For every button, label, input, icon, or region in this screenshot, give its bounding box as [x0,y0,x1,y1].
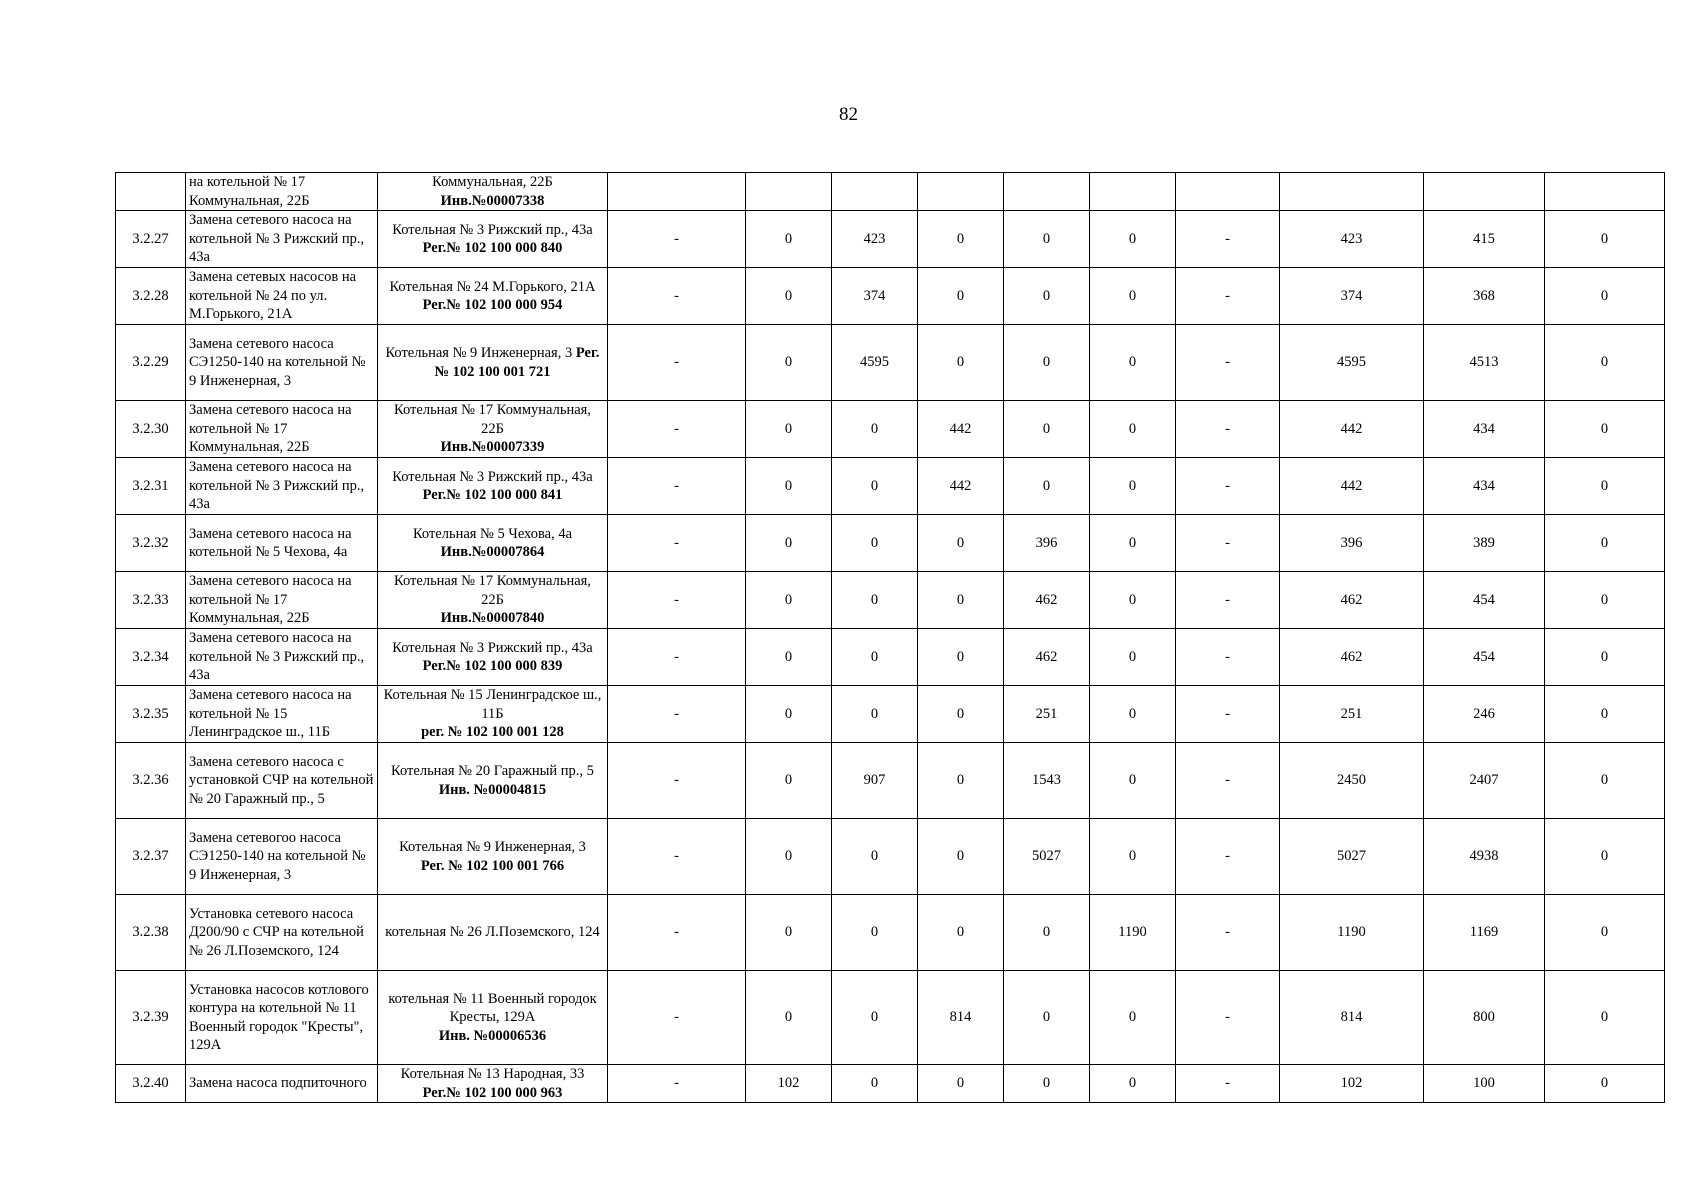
value-cell: 0 [832,458,918,515]
value-cell: 415 [1424,211,1545,268]
value-cell: 396 [1004,515,1090,572]
value-cell: - [608,515,746,572]
value-cell: 0 [1004,325,1090,401]
registration-number: Рег.№ 102 100 000 839 [422,658,563,674]
value-cell: 0 [1090,743,1176,819]
value-cell: 102 [1280,1065,1424,1103]
value-cell: 0 [832,1065,918,1103]
value-cell: 814 [918,971,1004,1065]
value-cell [1176,173,1280,211]
value-cell: 0 [1545,515,1665,572]
location-text: Котельная № 9 Инженерная, 3 [399,839,586,855]
value-cell: 0 [1545,325,1665,401]
value-cell: 0 [1004,211,1090,268]
value-cell [1424,173,1545,211]
measure-name: Замена сетевого насоса на котельной № 5 Чехова, 4а [186,515,378,572]
value-cell: 0 [918,1065,1004,1103]
value-cell: 0 [1545,819,1665,895]
registration-number: Инв. №00006536 [438,1027,547,1044]
value-cell: 0 [918,895,1004,971]
value-cell: - [608,401,746,458]
value-cell: - [608,268,746,325]
measure-name: Установка сетевого насоса Д200/90 с СЧР на котельной № 26 Л.Поземского, 124 [186,895,378,971]
value-cell: - [1176,743,1280,819]
value-cell: 246 [1424,686,1545,743]
value-cell: 0 [1545,895,1665,971]
table-row [116,629,1665,686]
measure-name: Замена сетевогоо насоса СЭ1250-140 на котельной № 9 Инженерная, 3 [186,819,378,895]
value-cell: 0 [1004,1065,1090,1103]
value-cell: 0 [746,211,832,268]
value-cell: 102 [746,1065,832,1103]
value-cell: 442 [918,401,1004,458]
value-cell: 434 [1424,401,1545,458]
value-cell: 0 [746,458,832,515]
value-cell: - [1176,686,1280,743]
measure-name: Замена сетевого насоса на котельной № 17 Коммунальная, 22Б [186,401,378,458]
measure-name: Замена сетевого насоса с установкой СЧР на котельной № 20 Гаражный пр., 5 [186,743,378,819]
table-row [116,211,1665,268]
value-cell: 442 [918,458,1004,515]
location-text: Котельная № 13 Народная, 33 [400,1066,585,1082]
value-cell: - [1176,572,1280,629]
value-cell: 0 [1004,895,1090,971]
value-cell: 100 [1424,1065,1545,1103]
value-cell: 0 [746,515,832,572]
table-row [116,971,1665,1065]
measure-name: Замена сетевого насоса на котельной № 3 Рижский пр., 43а [186,629,378,686]
value-cell: 434 [1424,458,1545,515]
row-number: 3.2.32 [116,515,186,572]
object-location [378,268,608,325]
object-location [378,211,608,268]
value-cell: 0 [918,325,1004,401]
value-cell: 0 [1090,819,1176,895]
value-cell: - [608,629,746,686]
row-number: 3.2.39 [116,971,186,1065]
registration-number: Инв.№00007339 [440,439,545,456]
row-number: 3.2.29 [116,325,186,401]
page-number: 82 [839,104,858,125]
value-cell: 0 [1545,629,1665,686]
registration-number: рег. № 102 100 001 128 [421,724,564,741]
location-text: Котельная № 17 Коммунальная, 22Б [394,402,591,437]
value-cell: 0 [832,686,918,743]
value-cell: 454 [1424,572,1545,629]
value-cell: 0 [1090,572,1176,629]
value-cell: 0 [832,819,918,895]
value-cell: - [608,325,746,401]
value-cell: 423 [832,211,918,268]
object-location [378,819,608,895]
table-row [116,173,1665,211]
value-cell: - [1176,1065,1280,1103]
object-location [378,325,608,401]
value-cell: 374 [1280,268,1424,325]
registration-number: Рег.№ 102 100 000 840 [422,240,563,256]
value-cell: 389 [1424,515,1545,572]
measure-name: Замена сетевого насоса на котельной № 15 Ленинградское ш., 11Б [186,686,378,743]
location-text: котельная № 11 Военный городок Кресты, 129А [388,990,597,1026]
value-cell: 0 [918,211,1004,268]
value-cell: 4513 [1424,325,1545,401]
table-row [116,325,1665,401]
location-text: Котельная № 9 Инженерная, 3 [385,345,573,361]
value-cell: 1190 [1280,895,1424,971]
location-text: Котельная № 15 Ленинградское ш., 11Б [383,687,602,722]
value-cell: 2407 [1424,743,1545,819]
row-number: 3.2.30 [116,401,186,458]
value-cell [1090,173,1176,211]
registration-number: Рег. № 102 100 001 766 [420,857,565,874]
registration-number: Рег. № 102 100 001 721 [434,345,600,380]
value-cell: 0 [1545,971,1665,1065]
row-number: 3.2.35 [116,686,186,743]
measure-name: Установка насосов котлового контура на котельной № 11 Военный городок "Кресты", 129А [186,971,378,1065]
value-cell: - [608,895,746,971]
value-cell: 0 [1545,572,1665,629]
value-cell: 0 [746,629,832,686]
value-cell: 800 [1424,971,1545,1065]
value-cell: 1169 [1424,895,1545,971]
row-number: 3.2.33 [116,572,186,629]
location-text: Коммунальная, 22Б [432,174,553,190]
value-cell: 442 [1280,458,1424,515]
value-cell: 0 [1090,211,1176,268]
object-location [378,458,608,515]
value-cell: 5027 [1280,819,1424,895]
value-cell: 462 [1280,572,1424,629]
value-cell: 0 [1004,971,1090,1065]
value-cell: 0 [918,268,1004,325]
object-location [378,743,608,819]
value-cell: 0 [832,572,918,629]
value-cell: 462 [1004,572,1090,629]
registration-number: Инв. №00004815 [438,781,547,798]
value-cell: 0 [918,686,1004,743]
value-cell: 0 [1090,686,1176,743]
value-cell: 0 [1545,401,1665,458]
measure-name: Замена сетевых насосов на котельной № 24 по ул. М.Горького, 21А [186,268,378,325]
value-cell: 0 [832,515,918,572]
value-cell: 0 [832,401,918,458]
object-location [378,629,608,686]
location-text: Котельная № 3 Рижский пр., 43а [392,468,593,485]
value-cell [1545,173,1665,211]
object-location [378,515,608,572]
value-cell: 0 [1090,1065,1176,1103]
location-text: Котельная № 5 Чехова, 4а [412,525,573,542]
value-cell [608,173,746,211]
measure-name: Замена сетевого насоса на котельной № 3 Рижский пр., 43а [186,211,378,268]
row-number: 3.2.40 [116,1065,186,1103]
value-cell: 454 [1424,629,1545,686]
value-cell: 0 [1090,971,1176,1065]
measure-name: Замена сетевого насоса на котельной № 17 Коммунальная, 22Б [186,572,378,629]
row-number: 3.2.37 [116,819,186,895]
value-cell: - [608,971,746,1065]
value-cell: 0 [746,743,832,819]
object-location [378,895,608,971]
measure-name: на котельной № 17 Коммунальная, 22Б [186,173,378,211]
value-cell: 0 [1545,1065,1665,1103]
value-cell: 0 [1004,401,1090,458]
object-location [378,572,608,629]
registration-number: Инв.№00007864 [440,544,545,560]
value-cell: 0 [1545,686,1665,743]
value-cell: 0 [918,629,1004,686]
object-location [378,1065,608,1103]
table-row [116,458,1665,515]
value-cell: 4595 [832,325,918,401]
value-cell: 1543 [1004,743,1090,819]
row-number: 3.2.34 [116,629,186,686]
value-cell: - [608,572,746,629]
registration-number: Рег.№ 102 100 000 841 [422,487,563,503]
value-cell: - [1176,325,1280,401]
value-cell: 0 [746,572,832,629]
value-cell: 0 [918,515,1004,572]
measure-name: Замена сетевого насоса СЭ1250-140 на котельной № 9 Инженерная, 3 [186,325,378,401]
location-text: котельная № 26 Л.Поземского, 124 [385,924,600,941]
value-cell: 0 [1090,629,1176,686]
value-cell: 396 [1280,515,1424,572]
row-number [116,173,186,211]
value-cell: 0 [1090,458,1176,515]
value-cell: 251 [1280,686,1424,743]
value-cell: 0 [1090,515,1176,572]
value-cell: 0 [1090,268,1176,325]
value-cell: 814 [1280,971,1424,1065]
value-cell: 0 [746,268,832,325]
value-cell [832,173,918,211]
value-cell: 374 [832,268,918,325]
value-cell: 0 [746,401,832,458]
row-number: 3.2.31 [116,458,186,515]
table-row [116,572,1665,629]
value-cell: - [1176,629,1280,686]
value-cell [746,173,832,211]
value-cell: 2450 [1280,743,1424,819]
value-cell: 0 [1004,458,1090,515]
object-location [378,686,608,743]
table-row [116,268,1665,325]
registration-number: Инв.№00007840 [440,610,545,627]
location-text: Котельная № 3 Рижский пр., 43а [392,639,593,656]
measure-name: Замена сетевого насоса на котельной № 3 Рижский пр., 43а [186,458,378,515]
value-cell: 0 [746,971,832,1065]
value-cell: - [1176,819,1280,895]
value-cell: - [1176,515,1280,572]
value-cell: 423 [1280,211,1424,268]
value-cell: - [608,686,746,743]
value-cell: - [1176,401,1280,458]
value-cell: 5027 [1004,819,1090,895]
object-location [378,971,608,1065]
value-cell: 4938 [1424,819,1545,895]
value-cell: - [1176,458,1280,515]
value-cell: 907 [832,743,918,819]
registration-number: Рег.№ 102 100 000 954 [422,297,563,313]
value-cell: 0 [1545,211,1665,268]
location-text: Котельная № 20 Гаражный пр., 5 [391,763,594,779]
table-row [116,1065,1665,1103]
value-cell: 0 [1090,401,1176,458]
row-number: 3.2.27 [116,211,186,268]
row-number: 3.2.28 [116,268,186,325]
value-cell: 0 [1090,325,1176,401]
value-cell: 0 [1545,458,1665,515]
value-cell [1280,173,1424,211]
value-cell: 1190 [1090,895,1176,971]
value-cell: - [1176,895,1280,971]
value-cell: 0 [746,819,832,895]
value-cell: - [608,211,746,268]
value-cell: 462 [1004,629,1090,686]
value-cell: - [1176,268,1280,325]
value-cell: 251 [1004,686,1090,743]
measure-name: Замена насоса подпиточного [186,1065,378,1103]
object-location [378,401,608,458]
value-cell: 0 [746,325,832,401]
table-row [116,895,1665,971]
value-cell: - [608,458,746,515]
value-cell: 0 [832,971,918,1065]
value-cell: 0 [918,819,1004,895]
location-text: Котельная № 24 М.Горького, 21А [389,278,596,295]
registration-number: Рег.№ 102 100 000 963 [422,1084,563,1101]
table-body [116,173,1665,1103]
table-row [116,819,1665,895]
table-row [116,686,1665,743]
value-cell: 4595 [1280,325,1424,401]
table-row [116,743,1665,819]
value-cell: 0 [1545,268,1665,325]
value-cell: - [1176,211,1280,268]
value-cell: - [608,819,746,895]
value-cell [1004,173,1090,211]
value-cell: 0 [832,895,918,971]
row-number: 3.2.38 [116,895,186,971]
registration-number: Инв.№00007338 [440,192,545,209]
value-cell: 0 [1545,743,1665,819]
object-location [378,173,608,211]
investment-table [115,172,1665,1103]
value-cell: - [608,743,746,819]
table-row [116,515,1665,572]
location-text: Котельная № 17 Коммунальная, 22Б [394,573,591,608]
table-row [116,401,1665,458]
location-text: Котельная № 3 Рижский пр., 43а [392,221,593,238]
value-cell: 442 [1280,401,1424,458]
value-cell [918,173,1004,211]
value-cell: 0 [918,743,1004,819]
value-cell: - [1176,971,1280,1065]
value-cell: 462 [1280,629,1424,686]
value-cell: 368 [1424,268,1545,325]
value-cell: 0 [1004,268,1090,325]
row-number: 3.2.36 [116,743,186,819]
value-cell: - [608,1065,746,1103]
value-cell: 0 [746,686,832,743]
value-cell: 0 [832,629,918,686]
value-cell: 0 [746,895,832,971]
value-cell: 0 [918,572,1004,629]
